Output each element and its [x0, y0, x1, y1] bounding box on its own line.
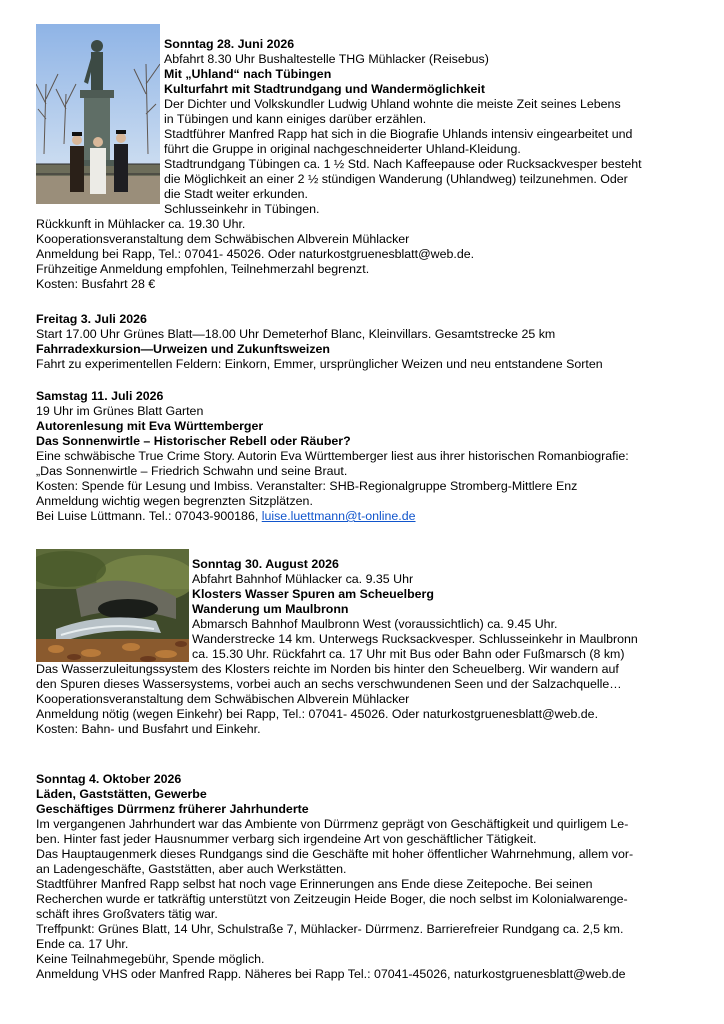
event-text-line: Kosten: Spende für Lesung und Imbiss. Veranstalter: SHB-Regionalgruppe Stromberg-Mittlere Enz: [36, 479, 578, 493]
event-text-line: Kooperationsveranstaltung dem Schwäbischen Albverein Mühlacker: [36, 232, 410, 246]
event-text-line: Anmeldung bei Rapp, Tel.: 07041- 45026. Oder naturkostgruenesblatt@web.de.: [36, 247, 475, 261]
event-text-line: „Das Sonnenwirtle – Friedrich Schwahn und seine Braut.: [36, 464, 348, 478]
event-text-line: Ende ca. 17 Uhr.: [36, 937, 129, 951]
event-autorenlesung: [36, 389, 696, 524]
event-uhland-tuebingen: [36, 37, 696, 292]
event-text-line: die Stadt weiter erkunden.: [164, 187, 308, 201]
event-text-line: schäft ihres Großvaters tätig war.: [36, 907, 218, 921]
event-klosters-wasser: [36, 557, 696, 737]
event-text-line: Anmeldung VHS oder Manfred Rapp. Näheres bei Rapp Tel.: 07041-45026, naturkostgruenesblatt@web.de: [36, 967, 626, 981]
event-geschaeftiges-duerrmenz: [36, 772, 696, 982]
event-date: Sonntag 4. Oktober 2026: [36, 772, 182, 786]
event-text-line: den Spuren dieses Wassersystems, vorbei auch an sechs verschwundenen Seen und der Salzachquelle…: [36, 677, 622, 691]
event-date: Sonntag 30. August 2026: [192, 557, 339, 571]
event-text-line: ben. Hinter fast jeder Hausnummer verbarg sich irgendeine Art von geschäftlicher Tätigkeit.: [36, 832, 537, 846]
event-title: Klosters Wasser Spuren am Scheuelberg: [192, 587, 434, 601]
event-departure: Abfahrt 8.30 Uhr Bushaltestelle THG Mühlacker (Reisebus): [164, 52, 489, 66]
event-title: Autorenlesung mit Eva Württemberger: [36, 419, 264, 433]
event-date: Samstag 11. Juli 2026: [36, 389, 164, 403]
event-date: Freitag 3. Juli 2026: [36, 312, 147, 326]
event-text-line: Stadtführer Manfred Rapp selbst hat noch vage Erinnerungen ans Ende diese Zeitepoche. Bei seinen: [36, 877, 593, 891]
event-text-line: Treffpunkt: Grünes Blatt, 14 Uhr, Schulstraße 7, Mühlacker- Dürrmenz. Barrierefreier Rundgang ca. 2,5 km.: [36, 922, 624, 936]
event-time: 19 Uhr im Grünes Blatt Garten: [36, 404, 204, 418]
event-text-line: Anmeldung nötig (wegen Einkehr) bei Rapp, Tel.: 07041- 45026. Oder naturkostgruenesblatt@web.de.: [36, 707, 599, 721]
event-subtitle: Das Sonnenwirtle – Historischer Rebell oder Räuber?: [36, 434, 351, 448]
event-cost: Kosten: Busfahrt 28 €: [36, 277, 156, 291]
event-text-line: die Möglichkeit an einer 2 ½ stündigen Wanderung (Uhlandweg) teilzunehmen. Oder: [164, 172, 628, 186]
event-text-line: Das Hauptaugenmerk dieses Rundgangs sind die Geschäfte mit hoher öffentlicher Wahrnehmung, allem vor-: [36, 847, 634, 861]
event-text-line: Frühzeitige Anmeldung empfohlen, Teilnehmerzahl begrenzt.: [36, 262, 370, 276]
event-departure: Abfahrt Bahnhof Mühlacker ca. 9.35 Uhr: [192, 572, 414, 586]
event-text-line: Im vergangenen Jahrhundert war das Ambiente von Dürrmenz geprägt von Geschäftigkeit und quirligem Le-: [36, 817, 629, 831]
event-text-line: Kooperationsveranstaltung dem Schwäbischen Albverein Mühlacker: [36, 692, 410, 706]
event-text-line: Anmeldung wichtig wegen begrenzten Sitzplätzen.: [36, 494, 313, 508]
event-text-line: an Ladengeschäfte, Gaststätten, aber auch Werkstätten.: [36, 862, 347, 876]
event-title: Fahrradexkursion—Urweizen und Zukunftsweizen: [36, 342, 330, 356]
event-subtitle: Kulturfahrt mit Stadtrundgang und Wandermöglichkeit: [164, 82, 486, 96]
event-text-line: Stadtführer Manfred Rapp hat sich in die Biografie Uhlands intensiv eingearbeitet und: [164, 127, 633, 141]
event-text-line: Keine Teilnahmegebühr, Spende möglich.: [36, 952, 265, 966]
event-date: Sonntag 28. Juni 2026: [164, 37, 295, 51]
event-text-line: Wanderstrecke 14 km. Unterwegs Rucksackvesper. Schlusseinkehr in Maulbronn: [192, 632, 638, 646]
event-text-line: ca. 15.30 Uhr. Rückfahrt ca. 17 Uhr mit Bus oder Bahn oder Fußmarsch (8 km): [192, 647, 625, 661]
event-text-line: Schlusseinkehr in Tübingen.: [164, 202, 320, 216]
event-subtitle: Geschäftiges Dürrmenz früherer Jahrhunderte: [36, 802, 309, 816]
event-start: Start 17.00 Uhr Grünes Blatt—18.00 Uhr Demeterhof Blanc, Kleinvillars. Gesamtstrecke 25 km: [36, 327, 556, 341]
event-text-line: Fahrt zu experimentellen Feldern: Einkorn, Emmer, ursprünglicher Weizen und neu entstandene Sorten: [36, 357, 603, 371]
event-text-line: in Tübingen und kann einiges darüber erzählen.: [164, 112, 427, 126]
event-text-line: Eine schwäbische True Crime Story. Autorin Eva Württemberger liest aus ihrer historischen Romanbiografie:: [36, 449, 629, 463]
event-text-line: Abmarsch Bahnhof Maulbronn West (voraussichtlich) ca. 9.45 Uhr.: [192, 617, 558, 631]
contact-email-link[interactable]: luise.luettmann@t-online.de: [261, 509, 416, 523]
event-text-line: führt die Gruppe in original nachgeschneiderter Uhland-Kleidung.: [164, 142, 521, 156]
event-contact: [36, 509, 696, 524]
contact-text: Bei Luise Lüttmann. Tel.: 07043-900186,: [36, 509, 262, 523]
event-text-line: Rückkunft in Mühlacker ca. 19.30 Uhr.: [36, 217, 246, 231]
event-text-line: Stadtrundgang Tübingen ca. 1 ½ Std. Nach Kaffeepause oder Rucksackvesper besteht: [164, 157, 642, 171]
event-text-line: Das Wasserzuleitungssystem des Klosters reichte im Norden bis hinter den Scheuelberg. Wir wandern auf: [36, 662, 619, 676]
event-title: Mit „Uhland“ nach Tübingen: [164, 67, 332, 81]
event-subtitle: Wanderung um Maulbronn: [192, 602, 349, 616]
event-fahrradexkursion: [36, 312, 696, 372]
event-cost: Kosten: Bahn- und Busfahrt und Einkehr.: [36, 722, 261, 736]
event-text-line: Recherchen wurde er tatkräftig unterstützt von Zeitzeugin Heide Boger, die noch selbst im Kolonialwarenge-: [36, 892, 628, 906]
event-text-line: Der Dichter und Volkskundler Ludwig Uhland wohnte die meiste Zeit seines Lebens: [164, 97, 621, 111]
event-title: Läden, Gaststätten, Gewerbe: [36, 787, 207, 801]
